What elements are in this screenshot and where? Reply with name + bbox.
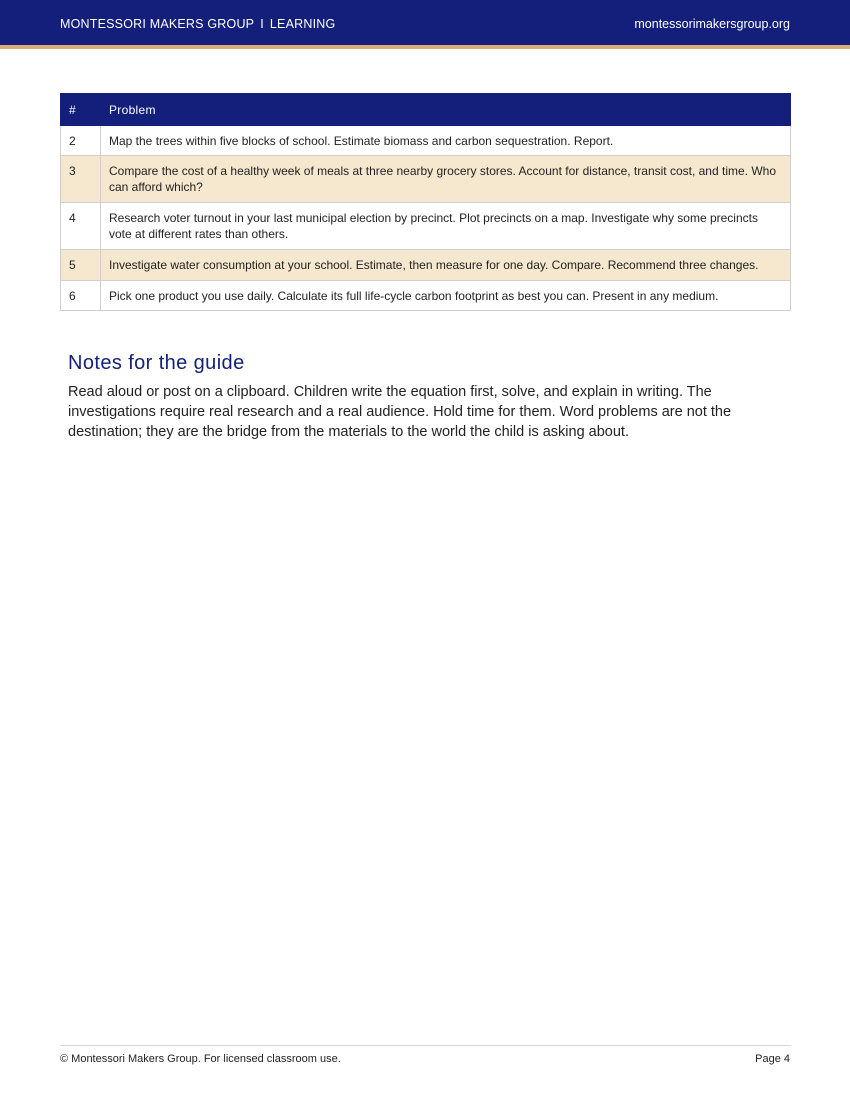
row-problem: Map the trees within five blocks of school. Estimate biomass and carbon sequestration. Report.	[101, 126, 791, 156]
row-problem: Investigate water consumption at your school. Estimate, then measure for one day. Compare. Recommend three changes.	[101, 250, 791, 281]
notes-heading: Notes for the guide	[68, 352, 245, 374]
table-row	[61, 281, 791, 311]
row-number: 4	[61, 203, 101, 250]
table-row	[61, 156, 791, 203]
page-header	[0, 0, 850, 49]
row-number: 3	[61, 156, 101, 203]
row-number: 5	[61, 250, 101, 281]
header-section: LEARNING	[269, 17, 336, 31]
row-problem: Compare the cost of a healthy week of meals at three nearby grocery stores. Account for distance, transit cost, and time. Who can afford which?	[101, 156, 791, 203]
header-website: montessorimakersgroup.org	[634, 17, 790, 31]
problems-table	[60, 93, 791, 311]
row-number: 2	[61, 126, 101, 156]
table-row	[61, 126, 791, 156]
footer-divider	[60, 1045, 791, 1046]
header-org: MONTESSORI MAKERS GROUP	[60, 17, 255, 31]
table-row	[61, 203, 791, 250]
table-row	[61, 250, 791, 281]
row-problem: Research voter turnout in your last municipal election by precinct. Plot precincts on a map. Investigate why some precincts vote at different rates than others.	[101, 203, 791, 250]
notes-body: Read aloud or post on a clipboard. Children write the equation first, solve, and explain in writing. The investigations require real research and a real audience. Hold time for them. Word problems are not the destination; they are the bridge from the materials to the world the child is asking about.	[68, 384, 732, 440]
column-header-problem: Problem	[101, 94, 791, 126]
footer-copyright: © Montessori Makers Group. For licensed classroom use.	[60, 1053, 341, 1065]
column-header-number: #	[61, 94, 101, 126]
table-header-row	[61, 94, 791, 126]
header-title	[60, 17, 335, 31]
row-number: 6	[61, 281, 101, 311]
header-separator: I	[260, 17, 264, 31]
footer-page-number: Page 4	[755, 1053, 790, 1065]
row-problem: Pick one product you use daily. Calculate its full life-cycle carbon footprint as best you can. Present in any medium.	[101, 281, 791, 311]
